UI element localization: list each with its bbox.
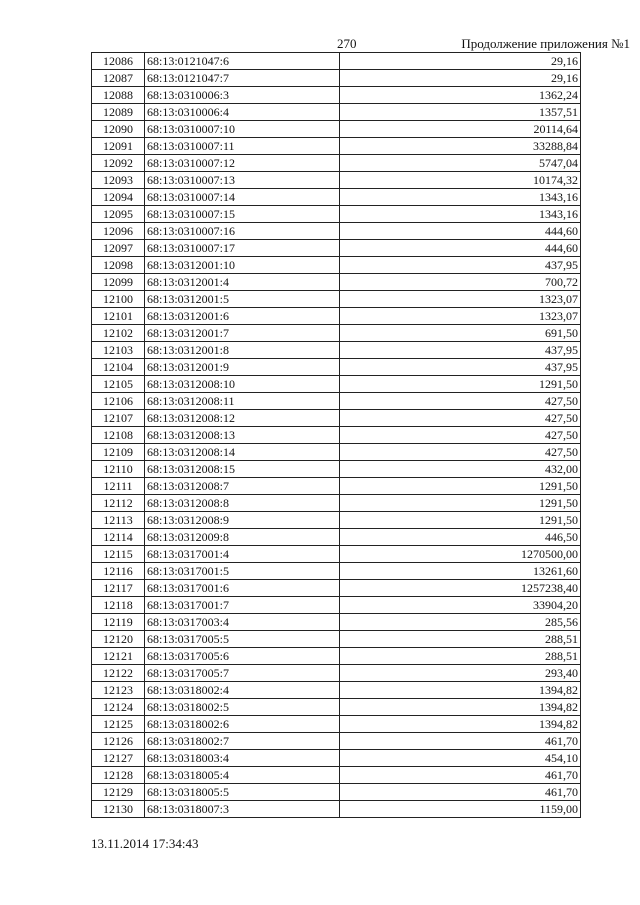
- table-row: [92, 138, 581, 155]
- table-row: [92, 223, 581, 240]
- row-number-cell: 12088: [92, 87, 145, 104]
- area-value-cell: 1257238,40: [340, 580, 581, 597]
- area-value-cell: 461,70: [340, 784, 581, 801]
- row-number-cell: 12120: [92, 631, 145, 648]
- row-number-cell: 12119: [92, 614, 145, 631]
- cadastral-number-cell: 68:13:0312001:6: [145, 308, 340, 325]
- table-row: [92, 529, 581, 546]
- area-value-cell: 1291,50: [340, 512, 581, 529]
- area-value-cell: 288,51: [340, 631, 581, 648]
- row-number-cell: 12118: [92, 597, 145, 614]
- cadastral-number-cell: 68:13:0312001:7: [145, 325, 340, 342]
- cadastral-number-cell: 68:13:0318002:4: [145, 682, 340, 699]
- row-number-cell: 12115: [92, 546, 145, 563]
- row-number-cell: 12091: [92, 138, 145, 155]
- table-row: [92, 257, 581, 274]
- area-value-cell: 427,50: [340, 393, 581, 410]
- table-row: [92, 274, 581, 291]
- cadastral-number-cell: 68:13:0310007:10: [145, 121, 340, 138]
- area-value-cell: 29,16: [340, 53, 581, 70]
- area-value-cell: 444,60: [340, 223, 581, 240]
- cadastral-number-cell: 68:13:0312008:11: [145, 393, 340, 410]
- table-row: [92, 325, 581, 342]
- cadastral-number-cell: 68:13:0318005:4: [145, 767, 340, 784]
- table-row: [92, 189, 581, 206]
- table-row: [92, 410, 581, 427]
- row-number-cell: 12105: [92, 376, 145, 393]
- row-number-cell: 12113: [92, 512, 145, 529]
- area-value-cell: 437,95: [340, 342, 581, 359]
- row-number-cell: 12123: [92, 682, 145, 699]
- row-number-cell: 12116: [92, 563, 145, 580]
- cadastral-number-cell: 68:13:0318002:5: [145, 699, 340, 716]
- table-row: [92, 546, 581, 563]
- table-row: [92, 478, 581, 495]
- row-number-cell: 12125: [92, 716, 145, 733]
- row-number-cell: 12128: [92, 767, 145, 784]
- cadastral-number-cell: 68:13:0318002:6: [145, 716, 340, 733]
- table-row: [92, 87, 581, 104]
- row-number-cell: 12122: [92, 665, 145, 682]
- table-row: [92, 155, 581, 172]
- cadastral-number-cell: 68:13:0312001:4: [145, 274, 340, 291]
- cadastral-number-cell: 68:13:0317001:6: [145, 580, 340, 597]
- row-number-cell: 12098: [92, 257, 145, 274]
- area-value-cell: 691,50: [340, 325, 581, 342]
- area-value-cell: 1291,50: [340, 478, 581, 495]
- cadastral-number-cell: 68:13:0312001:10: [145, 257, 340, 274]
- cadastral-number-cell: 68:13:0312008:15: [145, 461, 340, 478]
- area-value-cell: 5747,04: [340, 155, 581, 172]
- footer-timestamp: 13.11.2014 17:34:43: [91, 836, 199, 851]
- cadastral-number-cell: 68:13:0318003:4: [145, 750, 340, 767]
- table-row: [92, 495, 581, 512]
- area-value-cell: 461,70: [340, 733, 581, 750]
- table-row: [92, 206, 581, 223]
- row-number-cell: 12124: [92, 699, 145, 716]
- cadastral-number-cell: 68:13:0317001:4: [145, 546, 340, 563]
- cadastral-number-cell: 68:13:0317001:5: [145, 563, 340, 580]
- table-row: [92, 614, 581, 631]
- area-value-cell: 427,50: [340, 427, 581, 444]
- registry-table: [91, 52, 581, 818]
- cadastral-number-cell: 68:13:0312009:8: [145, 529, 340, 546]
- area-value-cell: 437,95: [340, 359, 581, 376]
- area-value-cell: 1323,07: [340, 308, 581, 325]
- table-row: [92, 648, 581, 665]
- area-value-cell: 437,95: [340, 257, 581, 274]
- area-value-cell: 1394,82: [340, 682, 581, 699]
- cadastral-number-cell: 68:13:0312001:5: [145, 291, 340, 308]
- area-value-cell: 461,70: [340, 767, 581, 784]
- cadastral-number-cell: 68:13:0121047:6: [145, 53, 340, 70]
- table-row: [92, 784, 581, 801]
- row-number-cell: 12103: [92, 342, 145, 359]
- area-value-cell: 1343,16: [340, 206, 581, 223]
- cadastral-number-cell: 68:13:0312001:9: [145, 359, 340, 376]
- cadastral-number-cell: 68:13:0317003:4: [145, 614, 340, 631]
- cadastral-number-cell: 68:13:0310007:17: [145, 240, 340, 257]
- table-row: [92, 121, 581, 138]
- cadastral-number-cell: 68:13:0312008:7: [145, 478, 340, 495]
- table-row: [92, 801, 581, 818]
- area-value-cell: 1362,24: [340, 87, 581, 104]
- table-row: [92, 359, 581, 376]
- table-row: [92, 308, 581, 325]
- area-value-cell: 13261,60: [340, 563, 581, 580]
- area-value-cell: 29,16: [340, 70, 581, 87]
- area-value-cell: 1270500,00: [340, 546, 581, 563]
- row-number-cell: 12127: [92, 750, 145, 767]
- table-row: [92, 172, 581, 189]
- cadastral-number-cell: 68:13:0312008:13: [145, 427, 340, 444]
- table-row: [92, 716, 581, 733]
- area-value-cell: 446,50: [340, 529, 581, 546]
- page-caption: Продолжение приложения №1: [461, 36, 630, 51]
- table-row: [92, 342, 581, 359]
- area-value-cell: 1394,82: [340, 699, 581, 716]
- cadastral-number-cell: 68:13:0312008:14: [145, 444, 340, 461]
- table-row: [92, 444, 581, 461]
- cadastral-number-cell: 68:13:0312008:10: [145, 376, 340, 393]
- area-value-cell: 700,72: [340, 274, 581, 291]
- table-row: [92, 665, 581, 682]
- row-number-cell: 12087: [92, 70, 145, 87]
- row-number-cell: 12096: [92, 223, 145, 240]
- cadastral-number-cell: 68:13:0312008:8: [145, 495, 340, 512]
- area-value-cell: 293,40: [340, 665, 581, 682]
- row-number-cell: 12112: [92, 495, 145, 512]
- row-number-cell: 12110: [92, 461, 145, 478]
- table-row: [92, 750, 581, 767]
- row-number-cell: 12093: [92, 172, 145, 189]
- row-number-cell: 12106: [92, 393, 145, 410]
- table-row: [92, 682, 581, 699]
- row-number-cell: 12107: [92, 410, 145, 427]
- area-value-cell: 20114,64: [340, 121, 581, 138]
- row-number-cell: 12111: [92, 478, 145, 495]
- row-number-cell: 12099: [92, 274, 145, 291]
- cadastral-number-cell: 68:13:0317001:7: [145, 597, 340, 614]
- row-number-cell: 12086: [92, 53, 145, 70]
- cadastral-number-cell: 68:13:0310007:15: [145, 206, 340, 223]
- area-value-cell: 432,00: [340, 461, 581, 478]
- row-number-cell: 12097: [92, 240, 145, 257]
- row-number-cell: 12092: [92, 155, 145, 172]
- area-value-cell: 33904,20: [340, 597, 581, 614]
- table-row: [92, 767, 581, 784]
- row-number-cell: 12090: [92, 121, 145, 138]
- area-value-cell: 33288,84: [340, 138, 581, 155]
- cadastral-number-cell: 68:13:0317005:6: [145, 648, 340, 665]
- cadastral-number-cell: 68:13:0318007:3: [145, 801, 340, 818]
- cadastral-number-cell: 68:13:0317005:7: [145, 665, 340, 682]
- area-value-cell: 1343,16: [340, 189, 581, 206]
- row-number-cell: 12101: [92, 308, 145, 325]
- area-value-cell: 444,60: [340, 240, 581, 257]
- area-value-cell: 1291,50: [340, 376, 581, 393]
- table-row: [92, 580, 581, 597]
- area-value-cell: 454,10: [340, 750, 581, 767]
- cadastral-number-cell: 68:13:0310006:4: [145, 104, 340, 121]
- table-row: [92, 376, 581, 393]
- area-value-cell: 427,50: [340, 410, 581, 427]
- table-row: [92, 563, 581, 580]
- row-number-cell: 12129: [92, 784, 145, 801]
- area-value-cell: 427,50: [340, 444, 581, 461]
- table-row: [92, 597, 581, 614]
- cadastral-number-cell: 68:13:0317005:5: [145, 631, 340, 648]
- area-value-cell: 288,51: [340, 648, 581, 665]
- row-number-cell: 12094: [92, 189, 145, 206]
- row-number-cell: 12108: [92, 427, 145, 444]
- table-row: [92, 291, 581, 308]
- table-row: [92, 53, 581, 70]
- area-value-cell: 285,56: [340, 614, 581, 631]
- table-row: [92, 393, 581, 410]
- table-row: [92, 70, 581, 87]
- registry-table-body: [92, 53, 581, 818]
- row-number-cell: 12095: [92, 206, 145, 223]
- cadastral-number-cell: 68:13:0310007:14: [145, 189, 340, 206]
- area-value-cell: 1159,00: [340, 801, 581, 818]
- cadastral-number-cell: 68:13:0121047:7: [145, 70, 340, 87]
- row-number-cell: 12121: [92, 648, 145, 665]
- page-number: 270: [337, 36, 357, 51]
- cadastral-number-cell: 68:13:0318002:7: [145, 733, 340, 750]
- cadastral-number-cell: 68:13:0310007:12: [145, 155, 340, 172]
- row-number-cell: 12114: [92, 529, 145, 546]
- cadastral-number-cell: 68:13:0310007:16: [145, 223, 340, 240]
- table-row: [92, 240, 581, 257]
- area-value-cell: 1291,50: [340, 495, 581, 512]
- table-row: [92, 631, 581, 648]
- table-row: [92, 427, 581, 444]
- area-value-cell: 1323,07: [340, 291, 581, 308]
- cadastral-number-cell: 68:13:0312001:8: [145, 342, 340, 359]
- cadastral-number-cell: 68:13:0312008:12: [145, 410, 340, 427]
- cadastral-number-cell: 68:13:0310007:11: [145, 138, 340, 155]
- table-row: [92, 104, 581, 121]
- row-number-cell: 12102: [92, 325, 145, 342]
- row-number-cell: 12089: [92, 104, 145, 121]
- cadastral-number-cell: 68:13:0310007:13: [145, 172, 340, 189]
- row-number-cell: 12130: [92, 801, 145, 818]
- row-number-cell: 12104: [92, 359, 145, 376]
- table-row: [92, 461, 581, 478]
- area-value-cell: 10174,32: [340, 172, 581, 189]
- row-number-cell: 12117: [92, 580, 145, 597]
- cadastral-number-cell: 68:13:0312008:9: [145, 512, 340, 529]
- area-value-cell: 1394,82: [340, 716, 581, 733]
- table-row: [92, 733, 581, 750]
- table-row: [92, 699, 581, 716]
- table-row: [92, 512, 581, 529]
- row-number-cell: 12109: [92, 444, 145, 461]
- row-number-cell: 12100: [92, 291, 145, 308]
- cadastral-number-cell: 68:13:0318005:5: [145, 784, 340, 801]
- area-value-cell: 1357,51: [340, 104, 581, 121]
- cadastral-number-cell: 68:13:0310006:3: [145, 87, 340, 104]
- row-number-cell: 12126: [92, 733, 145, 750]
